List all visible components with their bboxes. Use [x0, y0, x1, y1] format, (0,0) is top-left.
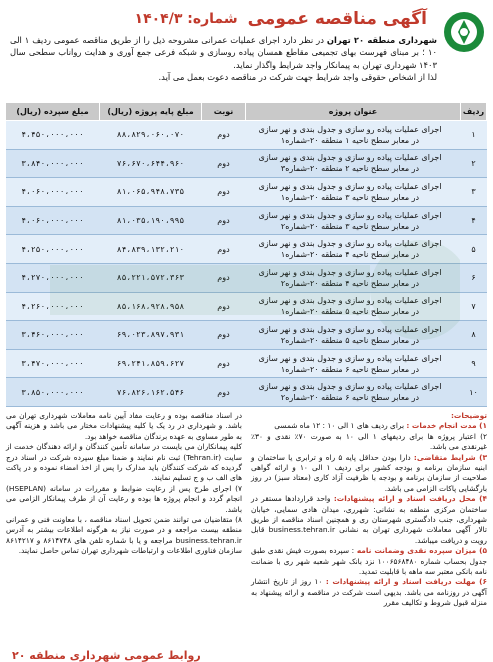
project-title-line2: در معابر سطح ناحیه ۳ منطقه ۲۰-شماره۲	[280, 221, 420, 231]
row-turn: دوم	[202, 378, 246, 407]
row-base-amount: ۸۵،۲۲۱،۵۷۲،۳۶۳	[100, 263, 202, 292]
note-6-text: ۱۰ روز از تاریخ انتشار آگهی در روزنامه می باشد.	[251, 577, 487, 597]
row-deposit-amount: ۴،۲۵۰،۰۰۰،۰۰۰	[6, 235, 100, 264]
title-row	[12, 6, 427, 32]
note-6-head: ۶) مهلت دریافت اسناد و ارائه پیشنهادات :	[325, 577, 487, 587]
row-number: ۳	[461, 178, 487, 207]
table-row	[6, 378, 487, 407]
row-deposit-amount: ۳،۸۵۰،۰۰۰،۰۰۰	[6, 378, 100, 407]
table-row	[6, 149, 487, 178]
intro-invite: لذا از اشخاص حقوقی واجد شرایط جهت شرکت در مناقصه دعوت بعمل می آید.	[158, 71, 437, 82]
notice-title: آگهی مناقصه عمومی	[247, 9, 427, 29]
row-turn: دوم	[202, 292, 246, 321]
note-left-1: در اسناد مناقصه بوده و رعایت مفاد آیین نامه معاملات شهرداری تهران می باشد. و شهرداری در رد یک یا کلیه پیشنهادات مختار می باشد و هزینه آگهی به طور مساوی به عهده برندگان مناقصه خواهد بود.	[6, 410, 242, 441]
note-2: ۲) اعتبار پروژه ها برای ردیفهای ۱ الی ۱۰ به صورت ۷۰٪ نقدی و ۳۰٪ غیرنقدی می باشد.	[251, 431, 488, 452]
project-title-line2: در معابر سطح ناحیه ۲ منطقه ۲۰-شماره۳	[280, 164, 420, 174]
project-title-line1: اجرای عملیات پیاده رو سازی و جدول بندی و نهر سازی	[258, 210, 442, 220]
row-base-amount: ۸۱،۰۳۵،۱۹۰،۹۹۵	[100, 206, 202, 235]
notes-section	[6, 411, 487, 662]
note-1	[251, 421, 487, 431]
row-number: ۴	[461, 206, 487, 235]
row-deposit-amount: ۴،۲۷۰،۰۰۰،۰۰۰	[6, 263, 100, 292]
project-title	[246, 349, 461, 378]
row-number: ۲	[461, 149, 487, 178]
intro-paragraph	[10, 34, 437, 83]
row-turn: دوم	[202, 235, 246, 264]
project-title	[246, 321, 461, 350]
row-deposit-amount: ۴،۲۶۰،۰۰۰،۰۰۰	[6, 292, 100, 321]
row-deposit-amount: ۳،۴۷۰،۰۰۰،۰۰۰	[6, 349, 100, 378]
row-deposit-amount: ۴،۴۵۰،۰۰۰،۰۰۰	[6, 121, 100, 150]
header-turn: نوبت	[202, 103, 246, 121]
row-base-amount: ۸۴،۸۳۹،۱۳۲،۲۱۰	[100, 235, 202, 264]
row-deposit-amount: ۴،۰۶۰،۰۰۰،۰۰۰	[6, 178, 100, 207]
notes-right-column	[251, 411, 487, 609]
header-project-title: عنوان پروژه	[246, 103, 461, 121]
table-row	[6, 178, 487, 207]
table-row	[6, 321, 487, 350]
table-row	[6, 349, 487, 378]
note-6-cont: بدیهی است شرکت در مناقصه و ارائه پیشنهاد به منزله قبول شروط و تکالیف مقرر	[251, 587, 487, 608]
row-turn: دوم	[202, 263, 246, 292]
note-4-text: واحد قراردادها مستقر در ساختمان مرکزی منطقه به نشانی: شهرری، میدان هادی سمایی، خیابان شهرداری، جنب دادگستری شهرستان ری و همچنین اسناد مناقصه از طریق تالار آگهی معاملات شهرداری تهران به نشانی business.tehran.ir قابل رویت و دریافت میباشد.	[251, 494, 487, 545]
note-4-head: ۴) محل دریافت اسناد و ارائه پیشنهادات:	[333, 494, 487, 504]
note-3	[251, 453, 487, 495]
row-deposit-amount: ۴،۰۶۰،۰۰۰،۰۰۰	[6, 206, 100, 235]
note-6	[251, 577, 487, 608]
row-deposit-amount: ۳،۴۶۰،۰۰۰،۰۰۰	[6, 321, 100, 350]
project-title	[246, 121, 461, 150]
row-number: ۵	[461, 235, 487, 264]
table-row	[6, 292, 487, 321]
row-turn: دوم	[202, 121, 246, 150]
notice-number: شماره: ۱۴۰۴/۳	[134, 11, 238, 27]
table-row	[6, 121, 487, 150]
note-left-3: ۷) اجرای طرح پس از رعایت ضوابط و مقررات در سامانه (HSEPLAN) انجام گردد و انجام پروژه ها بوده و رعایت آن از طرف پیمانکار الزامی می باشد.	[6, 483, 242, 514]
row-number: ۷	[461, 292, 487, 321]
project-title-line2: در معابر سطح ناحیه ۶ منطقه ۲۰-شماره۱	[280, 364, 420, 374]
header-deposit-amount: مبلغ سپرده (ریال)	[6, 103, 100, 121]
projects-table	[5, 102, 487, 407]
project-title-line1: اجرای عملیات پیاده رو سازی و جدول بندی و نهر سازی	[258, 267, 442, 277]
row-turn: دوم	[202, 349, 246, 378]
header-row-number: ردیف	[461, 103, 487, 121]
row-deposit-amount: ۳،۸۴۰،۰۰۰،۰۰۰	[6, 149, 100, 178]
tehran-municipality-logo	[443, 8, 485, 58]
project-title	[246, 149, 461, 178]
row-number: ۹	[461, 349, 487, 378]
row-base-amount: ۸۱،۰۶۵،۹۴۸،۷۳۵	[100, 178, 202, 207]
project-title-line1: اجرای عملیات پیاده رو سازی و جدول بندی و نهر سازی	[258, 124, 442, 134]
note-5	[251, 546, 487, 577]
project-title	[246, 206, 461, 235]
table-row	[6, 206, 487, 235]
row-base-amount: ۸۸،۸۲۹،۰۶۰،۰۷۰	[100, 121, 202, 150]
row-base-amount: ۶۹،۲۴۱،۸۵۹،۶۲۷	[100, 349, 202, 378]
note-1-text: برای ردیف های ۱ الی ۱۰ : ۱۲ ماه شمسی	[274, 421, 407, 431]
project-title-line2: در معابر سطح ناحیه ۴ منطقه ۲۰-شماره۲	[280, 278, 420, 288]
row-turn: دوم	[202, 206, 246, 235]
notice-header	[6, 4, 487, 100]
row-base-amount: ۷۶،۶۷۰،۶۴۴،۹۶۰	[100, 149, 202, 178]
project-title-line1: اجرای عملیات پیاده رو سازی و جدول بندی و نهر سازی	[258, 353, 442, 363]
row-base-amount: ۸۵،۱۶۸،۹۲۸،۹۵۸	[100, 292, 202, 321]
note-4	[251, 494, 487, 546]
row-turn: دوم	[202, 149, 246, 178]
note-5-head: ۵) میزان سپرده نقدی وضمانت نامه	[356, 546, 487, 556]
row-base-amount: ۷۶،۸۲۶،۱۶۲،۵۴۶	[100, 378, 202, 407]
public-relations-signature: روابط عمومی شهرداری منطقه ۲۰	[12, 648, 201, 662]
project-title-line2: در معابر سطح ناحیه ۵ منطقه ۲۰-شماره۱	[280, 307, 420, 317]
project-title-line2: در معابر سطح ناحیه ۱ منطقه ۲۰-شماره۱	[280, 135, 420, 145]
project-title	[246, 292, 461, 321]
row-base-amount: ۶۹،۰۲۳،۸۹۷،۹۳۱	[100, 321, 202, 350]
project-title-line2: در معابر سطح ناحیه ۴ منطقه ۲۰-شماره۱	[280, 250, 420, 260]
note-1-head: ۱) مدت انجام خدمات :	[406, 421, 487, 431]
row-number: ۱۰	[461, 378, 487, 407]
project-title	[246, 378, 461, 407]
project-title	[246, 235, 461, 264]
notes-left-column	[6, 411, 242, 557]
note-5-text: : سپرده بصورت فیش نقدی طبق جدول بحساب شماره ۱۰۰۶۵۶۸۴۸۰ نزد بانک شهر شعبه شهر ری با ضمانت نامه بانکی معتبر سه ماهه با قابلیت تمدید.	[251, 546, 487, 577]
project-title-line2: در معابر سطح ناحیه ۶ منطقه ۲۰-شماره۲	[280, 393, 420, 403]
note-3-text: دارا بودن حداقل پایه ۵ راه و ترابری یا ساختمان و ابنیه سازمان برنامه و بودجه کشور برای ردیف ۱ الی ۱۰ و ارائه گواهی صلاحیت از سازمان برنامه و بودجه با ظرفیت آزاد کاری (معتاد سبز) در روز بارگشایی پاکات الزامی می باشد.	[251, 452, 487, 493]
project-title-line2: در معابر سطح ناحیه ۳ منطقه ۲۰-شماره۱	[280, 192, 420, 202]
note-left-2: کلیه پیمانکاران می بایست در سامانه تأمین کنندگان و ارائه دهندگان خدمت از سایت (Tehran.ir) ثبت نام نمایند و ضمنا مبلغ سپرده شرکت در اسناد درج گردیده که شرکت کنندگان باید مدارک را پس از اخذ امضاء نموده و در پاکت های الف ب و ج تسلیم نمایند.	[6, 442, 242, 483]
project-title-line1: اجرای عملیات پیاده رو سازی و جدول بندی و نهر سازی	[258, 382, 442, 392]
intro-text: در نظر دارد اجرای عملیات عمرانی مشروحه ذیل را از طریق مناقصه عمومی ردیف ۱ الی ۱۰ ؛ بر مبنای فهرست بهای تجمیعی مقاطع همسان پیاده روسازی و شبکه فرعی جمع آوری و هدایت رواناب سطحی سال ۱۴۰۳ شهرداری تهران به پیمانکار واجد شرایط واگذار نماید.	[10, 35, 437, 70]
project-title	[246, 263, 461, 292]
project-title-line1: اجرای عملیات پیاده رو سازی و جدول بندی و نهر سازی	[258, 153, 442, 163]
note-left-4: ۸) متقاضیان می توانند ضمن تحویل اسناد مناقصه ، با معاونت فنی و عمرانی منطقه بیست مراجعه و در صورت نیاز به هرگونه اطلاعات بیشتر به آدرس business.tehran.ir مراجعه و یا با شماره تلفن های ۸۶۱۴۷۴۸ و ۸۶۱۴۲۱۷ سازمان فناوری اطلاعات و ارتباطات شهرداری تهران تماس حاصل نمایند.	[6, 515, 242, 556]
note-3-head: ۳) شرایط متقاضی:	[413, 452, 487, 462]
table-header-row	[6, 103, 487, 121]
row-number: ۸	[461, 321, 487, 350]
project-title-line1: اجرای عملیات پیاده رو سازی و جدول بندی و نهر سازی	[258, 296, 442, 306]
project-title	[246, 178, 461, 207]
notes-title: توضیحات:	[450, 410, 487, 420]
project-title-line1: اجرای عملیات پیاده رو سازی و جدول بندی و نهر سازی	[258, 324, 442, 334]
project-title-line1: اجرای عملیات پیاده رو سازی و جدول بندی و نهر سازی	[258, 181, 442, 191]
project-title-line2: در معابر سطح ناحیه ۵ منطقه ۲۰-شماره۲	[280, 335, 420, 345]
table-row	[6, 235, 487, 264]
row-number: ۶	[461, 263, 487, 292]
table-row	[6, 263, 487, 292]
row-turn: دوم	[202, 321, 246, 350]
project-title-line1: اجرای عملیات پیاده رو سازی و جدول بندی و نهر سازی	[258, 239, 442, 249]
row-number: ۱	[461, 121, 487, 150]
header-base-amount: مبلغ پایه پروژه (ریال)	[100, 103, 202, 121]
intro-org: شهرداری منطقه ۲۰ تهران	[326, 35, 437, 45]
row-turn: دوم	[202, 178, 246, 207]
